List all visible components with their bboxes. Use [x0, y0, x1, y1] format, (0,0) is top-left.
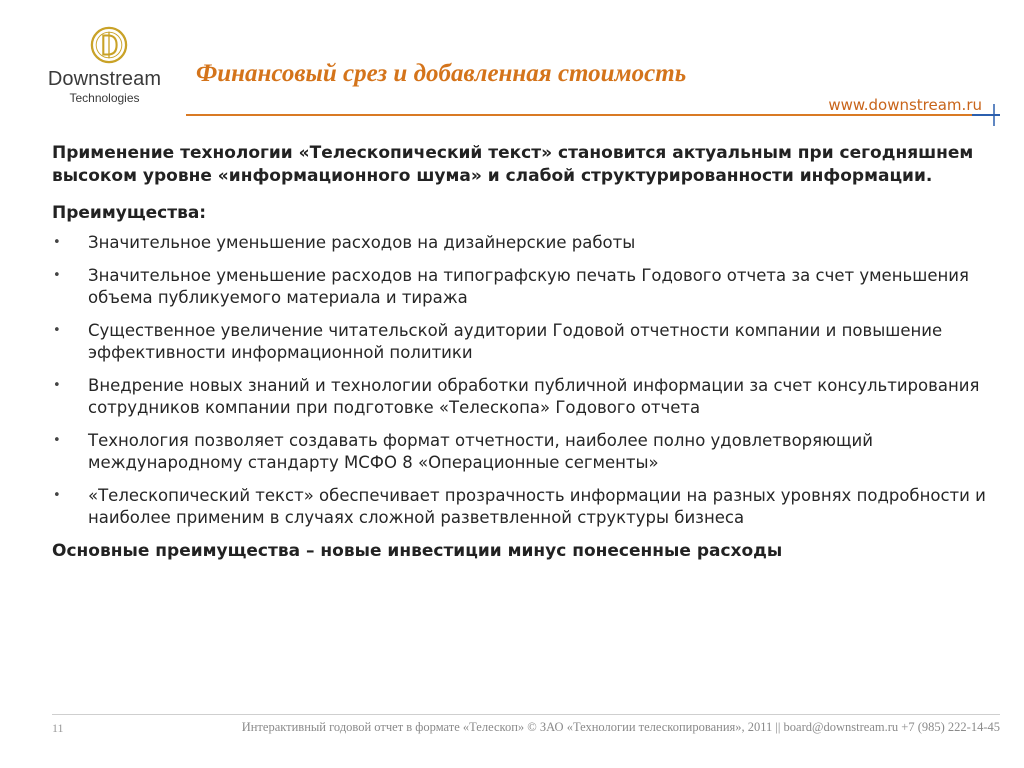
conclusion-text: Основные преимущества – новые инвестиции минус понесенные расходы [52, 541, 783, 561]
list-item [52, 265, 1007, 309]
list-item-text: Значительное уменьшение расходов на дизайнерские работы [88, 233, 636, 252]
downstream-logo-icon [90, 26, 128, 64]
list-item-text: «Телескопический текст» обеспечивает прозрачность информации на разных уровнях подробности и наиболее применим в случаях сложной разветвленной структуры бизнеса [88, 486, 986, 527]
list-item-text: Внедрение новых знаний и технологии обработки публичной информации за счет консультирования сотрудников компании при подготовке «Телескопа» Годового отчета [88, 376, 980, 417]
list-item-text: Существенное увеличение читательской аудитории Годовой отчетности компании и повышение эффективности информационной политики [88, 321, 943, 362]
slide-title: Финансовый срез и добавленная стоимость [196, 60, 687, 87]
bullet-icon: • [53, 323, 61, 338]
logo-subtitle: Technologies [69, 91, 140, 105]
header-divider [186, 114, 972, 116]
list-item [52, 485, 1007, 529]
footer-text: Интерактивный годовой отчет в формате «Телескоп» © ЗАО «Технологии телескопирования», 2011 || board@downstream.ru +7 (985) 222-14-45 [241, 720, 1000, 734]
bullet-icon: • [53, 268, 61, 283]
advantages-list [52, 232, 1007, 529]
divider-cross-icon [988, 104, 1000, 126]
slide-content [52, 142, 1007, 563]
bullet-icon: • [53, 235, 61, 250]
list-item [52, 232, 1007, 254]
website-link[interactable]: www.downstream.ru [828, 96, 982, 114]
advantages-heading: Преимущества: [52, 203, 207, 223]
list-item [52, 320, 1007, 364]
list-item [52, 430, 1007, 474]
intro-paragraph: Применение технологии «Телескопический текст» становится актуальным при сегодняшнем высоком уровне «информационного шума» и слабой структурированности информации. [52, 143, 974, 186]
list-item-text: Значительное уменьшение расходов на типографскую печать Годового отчета за счет уменьшения объема публикуемого материала и тиража [88, 266, 969, 307]
bullet-icon: • [53, 433, 61, 448]
list-item-text: Технология позволяет создавать формат отчетности, наиболее полно удовлетворяющий международному стандарту МСФО 8 «Операционные сегменты» [88, 431, 873, 472]
logo-name: Downstream [47, 68, 162, 90]
list-item [52, 375, 1007, 419]
footer-divider [52, 714, 1000, 715]
bullet-icon: • [53, 378, 61, 393]
page-number: 11 [52, 721, 64, 735]
company-logo [42, 22, 167, 112]
bullet-icon: • [53, 488, 61, 503]
